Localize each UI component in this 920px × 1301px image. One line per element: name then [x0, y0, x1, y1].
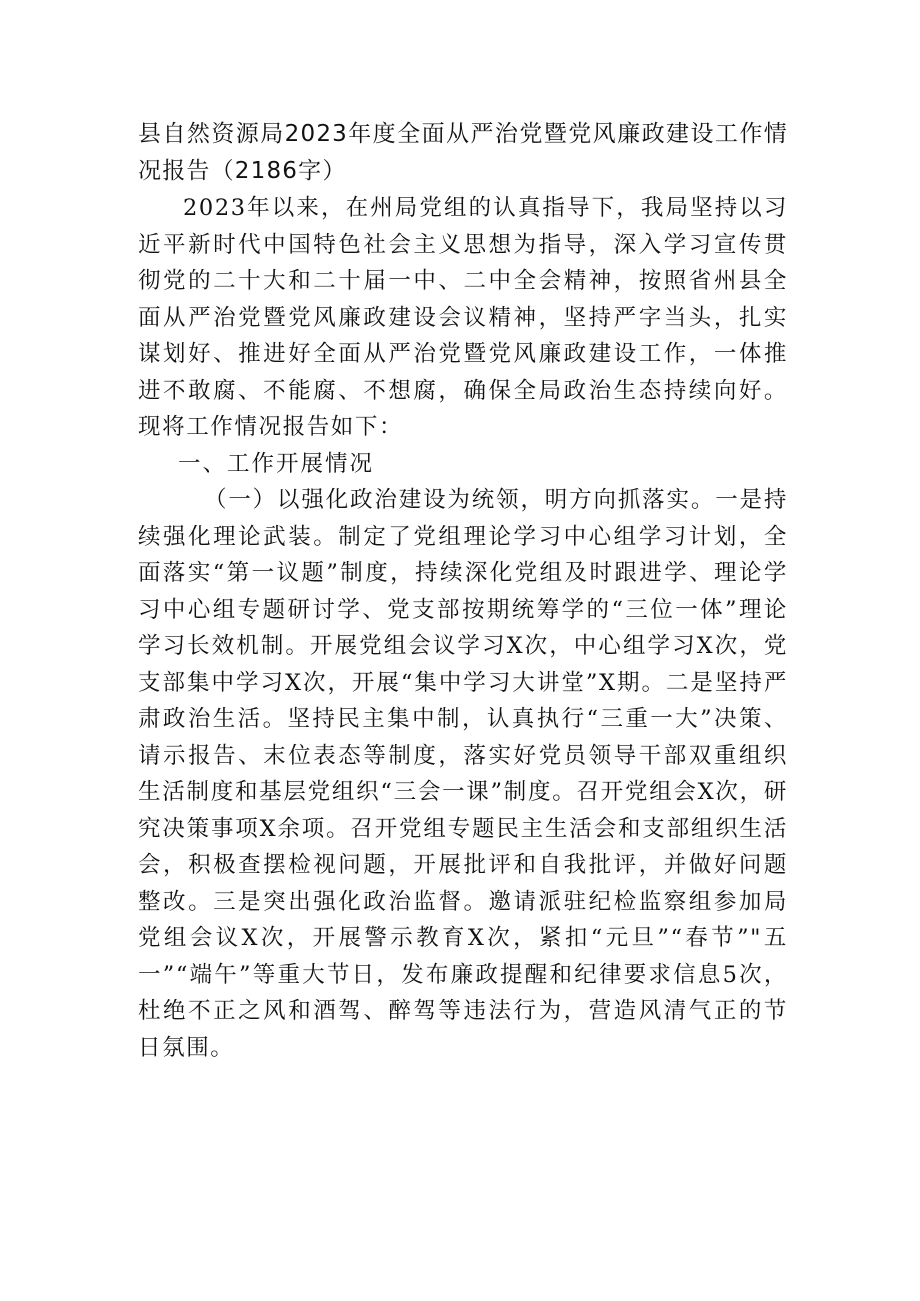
section-heading: 一、工作开展情况: [178, 450, 375, 477]
document-title: 县自然资源局2023年度全面从严治党暨党风廉政建设工作情况报告（2186字）: [138, 121, 788, 184]
document-body: [138, 116, 788, 1066]
intro-paragraph: 2023年以来，在州局党组的认真指导下，我局坚持以习近平新时代中国特色社会主义思想为指导，深入学习宣传贯彻党的二十大和二十届一中、二中全会精神，按照省州县全面从严治党暨党风廉政建设会议精神，坚持严字当头，扎实谋划好、推进好全面从严治党暨党风廉政建设工作，一体推进不敢腐、不能腐、不想腐，确保全局政治生态持续向好。现将工作情况报告如下：: [138, 195, 788, 440]
section-paragraph: （一）以强化政治建设为统领，明方向抓落实。一是持续强化理论武装。制定了党组理论学习中心组学习计划，全面落实“第一议题”制度，持续深化党组及时跟进学、理论学习中心组专题研讨学、党支部按期统筹学的“三位一体”理论学习长效机制。开展党组会议学习X次，中心组学习X次，党支部集中学习X次，开展“集中学习大讲堂”X期。二是坚持严肃政治生活。坚持民主集中制，认真执行“三重一大”决策、请示报告、末位表态等制度，落实好党员领导干部双重组织生活制度和基层党组织“三会一课”制度。召开党组会X次，研究决策事项X余项。召开党组专题民主生活会和支部组织生活会，积极查摆检视问题，开展批评和自我批评，并做好问题整改。三是突出强化政治监督。邀请派驻纪检监察组参加局党组会议X次，开展警示教育X次，紧扣“元旦”“春节”"五一”“端午”等重大节日，发布廉政提醒和纪律要求信息5次，杜绝不正之风和酒驾、醉驾等违法行为，营造风清气正的节日氛围。: [138, 487, 788, 1061]
